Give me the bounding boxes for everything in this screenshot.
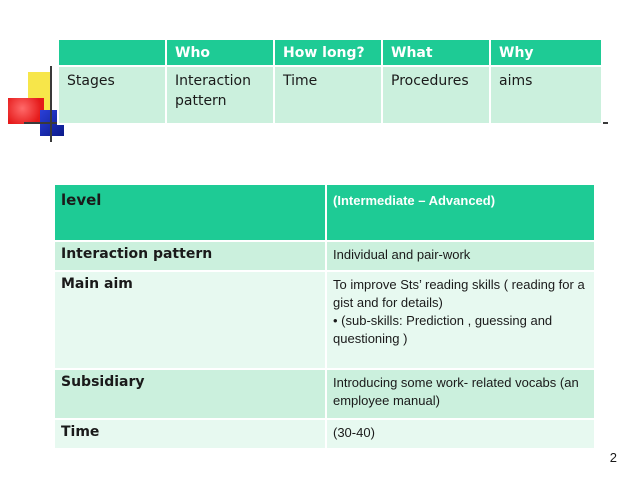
cell-time: Time — [274, 66, 382, 124]
header-cell-who: Who — [166, 39, 274, 66]
logo-vertical-line — [50, 66, 52, 142]
cell-procedures: Procedures — [382, 66, 490, 124]
stages-table-row — [58, 66, 602, 124]
subsidiary-value: Introducing some work- related vocabs (an employee manual) — [326, 369, 595, 419]
cell-interaction-pattern: Interaction pattern — [166, 66, 274, 124]
interaction-pattern-label: Interaction pattern — [54, 241, 326, 271]
main-aim-value — [326, 271, 595, 369]
cell-stages: Stages — [58, 66, 166, 124]
level-value: (Intermediate – Advanced) — [326, 184, 595, 241]
main-aim-text: To improve Sts’ reading skills ( reading for a gist and for details) — [333, 277, 585, 310]
main-aim-bullet: • (sub-skills: Prediction , guessing and questioning ) — [333, 313, 553, 346]
table-row-main-aim — [54, 271, 595, 369]
interaction-pattern-value: Individual and pair-work — [326, 241, 595, 271]
table-row-subsidiary — [54, 369, 595, 419]
time-value: (30-40) — [326, 419, 595, 449]
header-cell-what: What — [382, 39, 490, 66]
subsidiary-label: Subsidiary — [54, 369, 326, 419]
logo-red-square — [8, 98, 44, 124]
stages-table — [57, 38, 603, 125]
level-label: level — [54, 184, 326, 241]
time-label: Time — [54, 419, 326, 449]
table-row-time — [54, 419, 595, 449]
stages-table-header — [58, 39, 602, 66]
header-cell-why: Why — [490, 39, 602, 66]
table-row-level — [54, 184, 595, 241]
table-row-interaction-pattern — [54, 241, 595, 271]
cell-aims: aims — [490, 66, 602, 124]
page-number: 2 — [609, 450, 617, 465]
header-cell-how-long: How long? — [274, 39, 382, 66]
header-cell-empty — [58, 39, 166, 66]
main-aim-label: Main aim — [54, 271, 326, 369]
lesson-info-table — [53, 183, 596, 450]
